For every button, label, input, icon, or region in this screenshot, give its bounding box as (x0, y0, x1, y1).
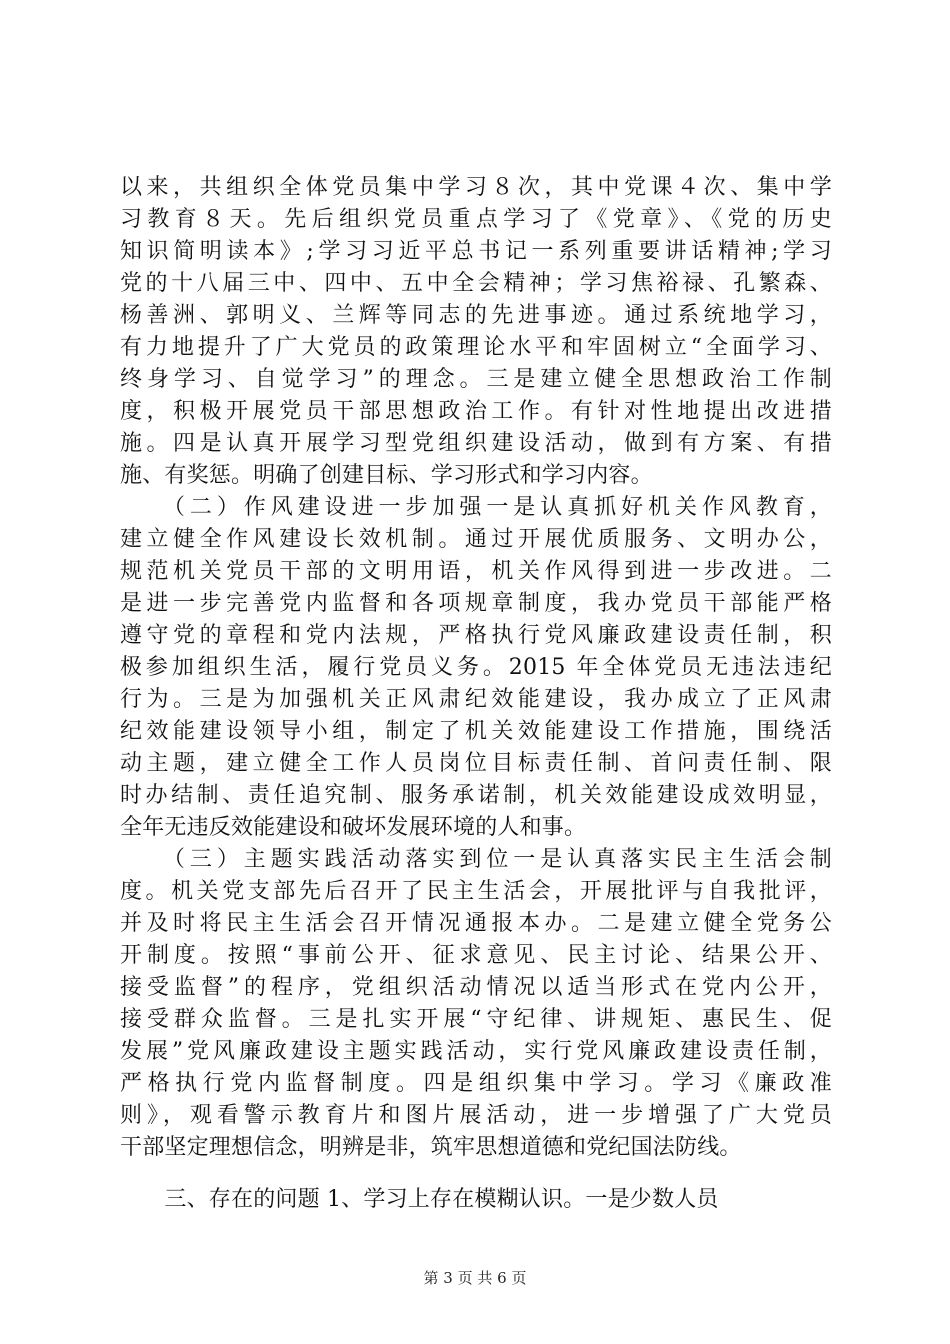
text-line: 施。四是认真开展学习型党组织建设活动，做到有方案、有措 (120, 431, 832, 456)
text-line: 开制度。按照“事前公开、征求意见、民主讨论、结果公开、 (120, 943, 832, 968)
text-line: 遵守党的章程和党内法规，严格执行党风廉政建设责任制，积 (120, 623, 832, 648)
text-line: 是进一步完善党内监督和各项规章制度，我办党员干部能严格 (120, 591, 832, 616)
text-line: 知识简明读本》;学习习近平总书记一系列重要讲话精神;学习 (120, 239, 832, 264)
page-number-footer: 第 3 页 共 6 页 (423, 1269, 527, 1287)
text-line: 并及时将民主生活会召开情况通报本办。二是建立健全党务公 (120, 911, 832, 936)
text-line: 党的十八届三中、四中、五中全会精神；学习焦裕禄、孔繁森、 (120, 271, 832, 296)
text-line: 度。机关党支部先后召开了民主生活会，开展批评与自我批评， (120, 879, 832, 904)
text-line: 施、有奖惩。明确了创建目标、学习形式和学习内容。 (120, 463, 653, 488)
text-line: 习教育８天。先后组织党员重点学习了《党章》、《党的历史 (120, 207, 832, 232)
text-line: 发展”党风廉政建设主题实践活动，实行党风廉政建设责任制， (120, 1039, 832, 1064)
text-line: 有力地提升了广大党员的政策理论水平和牢固树立“全面学习、 (120, 335, 832, 360)
paragraph-spacer (120, 1164, 832, 1184)
text-line: 度，积极开展党员干部思想政治工作。有针对性地提出改进措 (120, 399, 832, 424)
paragraph-work-style (120, 492, 832, 844)
text-line: 动主题，建立健全工作人员岗位目标责任制、首问责任制、限 (120, 751, 832, 776)
paragraph-theme-practice (120, 844, 832, 1164)
text-line: 极参加组织生活，履行党员义务。2015 年全体党员无违法违纪 (120, 655, 832, 680)
text-line: 三、存在的问题 1、学习上存在模糊认识。一是少数人员 (120, 1187, 719, 1212)
text-line: 终身学习、自觉学习”的理念。三是建立健全思想政治工作制 (120, 367, 832, 392)
text-line: 建立健全作风建设长效机制。通过开展优质服务、文明办公， (120, 527, 832, 552)
text-line: 则》，观看警示教育片和图片展活动，进一步增强了广大党员 (120, 1103, 832, 1128)
paragraph-problems (120, 1184, 832, 1216)
text-line: 全年无违反效能建设和破坏发展环境的人和事。 (120, 815, 587, 840)
text-line: 接受群众监督。三是扎实开展“守纪律、讲规矩、惠民生、促 (120, 1007, 832, 1032)
text-line: 以来，共组织全体党员集中学习８次，其中党课４次、集中学 (120, 175, 832, 200)
text-line: 纪效能建设领导小组，制定了机关效能建设工作措施，围绕活 (120, 719, 832, 744)
text-line: （三）主题实践活动落实到位一是认真落实民主生活会制 (120, 847, 832, 872)
text-line: 干部坚定理想信念，明辨是非，筑牢思想道德和党纪国法防线。 (120, 1135, 742, 1160)
text-line: 时办结制、责任追究制、服务承诺制，机关效能建设成效明显， (120, 783, 832, 808)
text-line: 接受监督”的程序，党组织活动情况以适当形式在党内公开， (120, 975, 832, 1000)
text-line: 行为。三是为加强机关正风肃纪效能建设，我办成立了正风肃 (120, 687, 832, 712)
text-line: 规范机关党员干部的文明用语，机关作风得到进一步改进。二 (120, 559, 832, 584)
document-body (120, 172, 832, 1216)
text-line: （二）作风建设进一步加强一是认真抓好机关作风教育， (120, 495, 832, 520)
text-line: 杨善洲、郭明义、兰辉等同志的先进事迹。通过系统地学习， (120, 303, 832, 328)
paragraph-party-study (120, 172, 832, 492)
text-line: 严格执行党内监督制度。四是组织集中学习。学习《廉政准 (120, 1071, 832, 1096)
